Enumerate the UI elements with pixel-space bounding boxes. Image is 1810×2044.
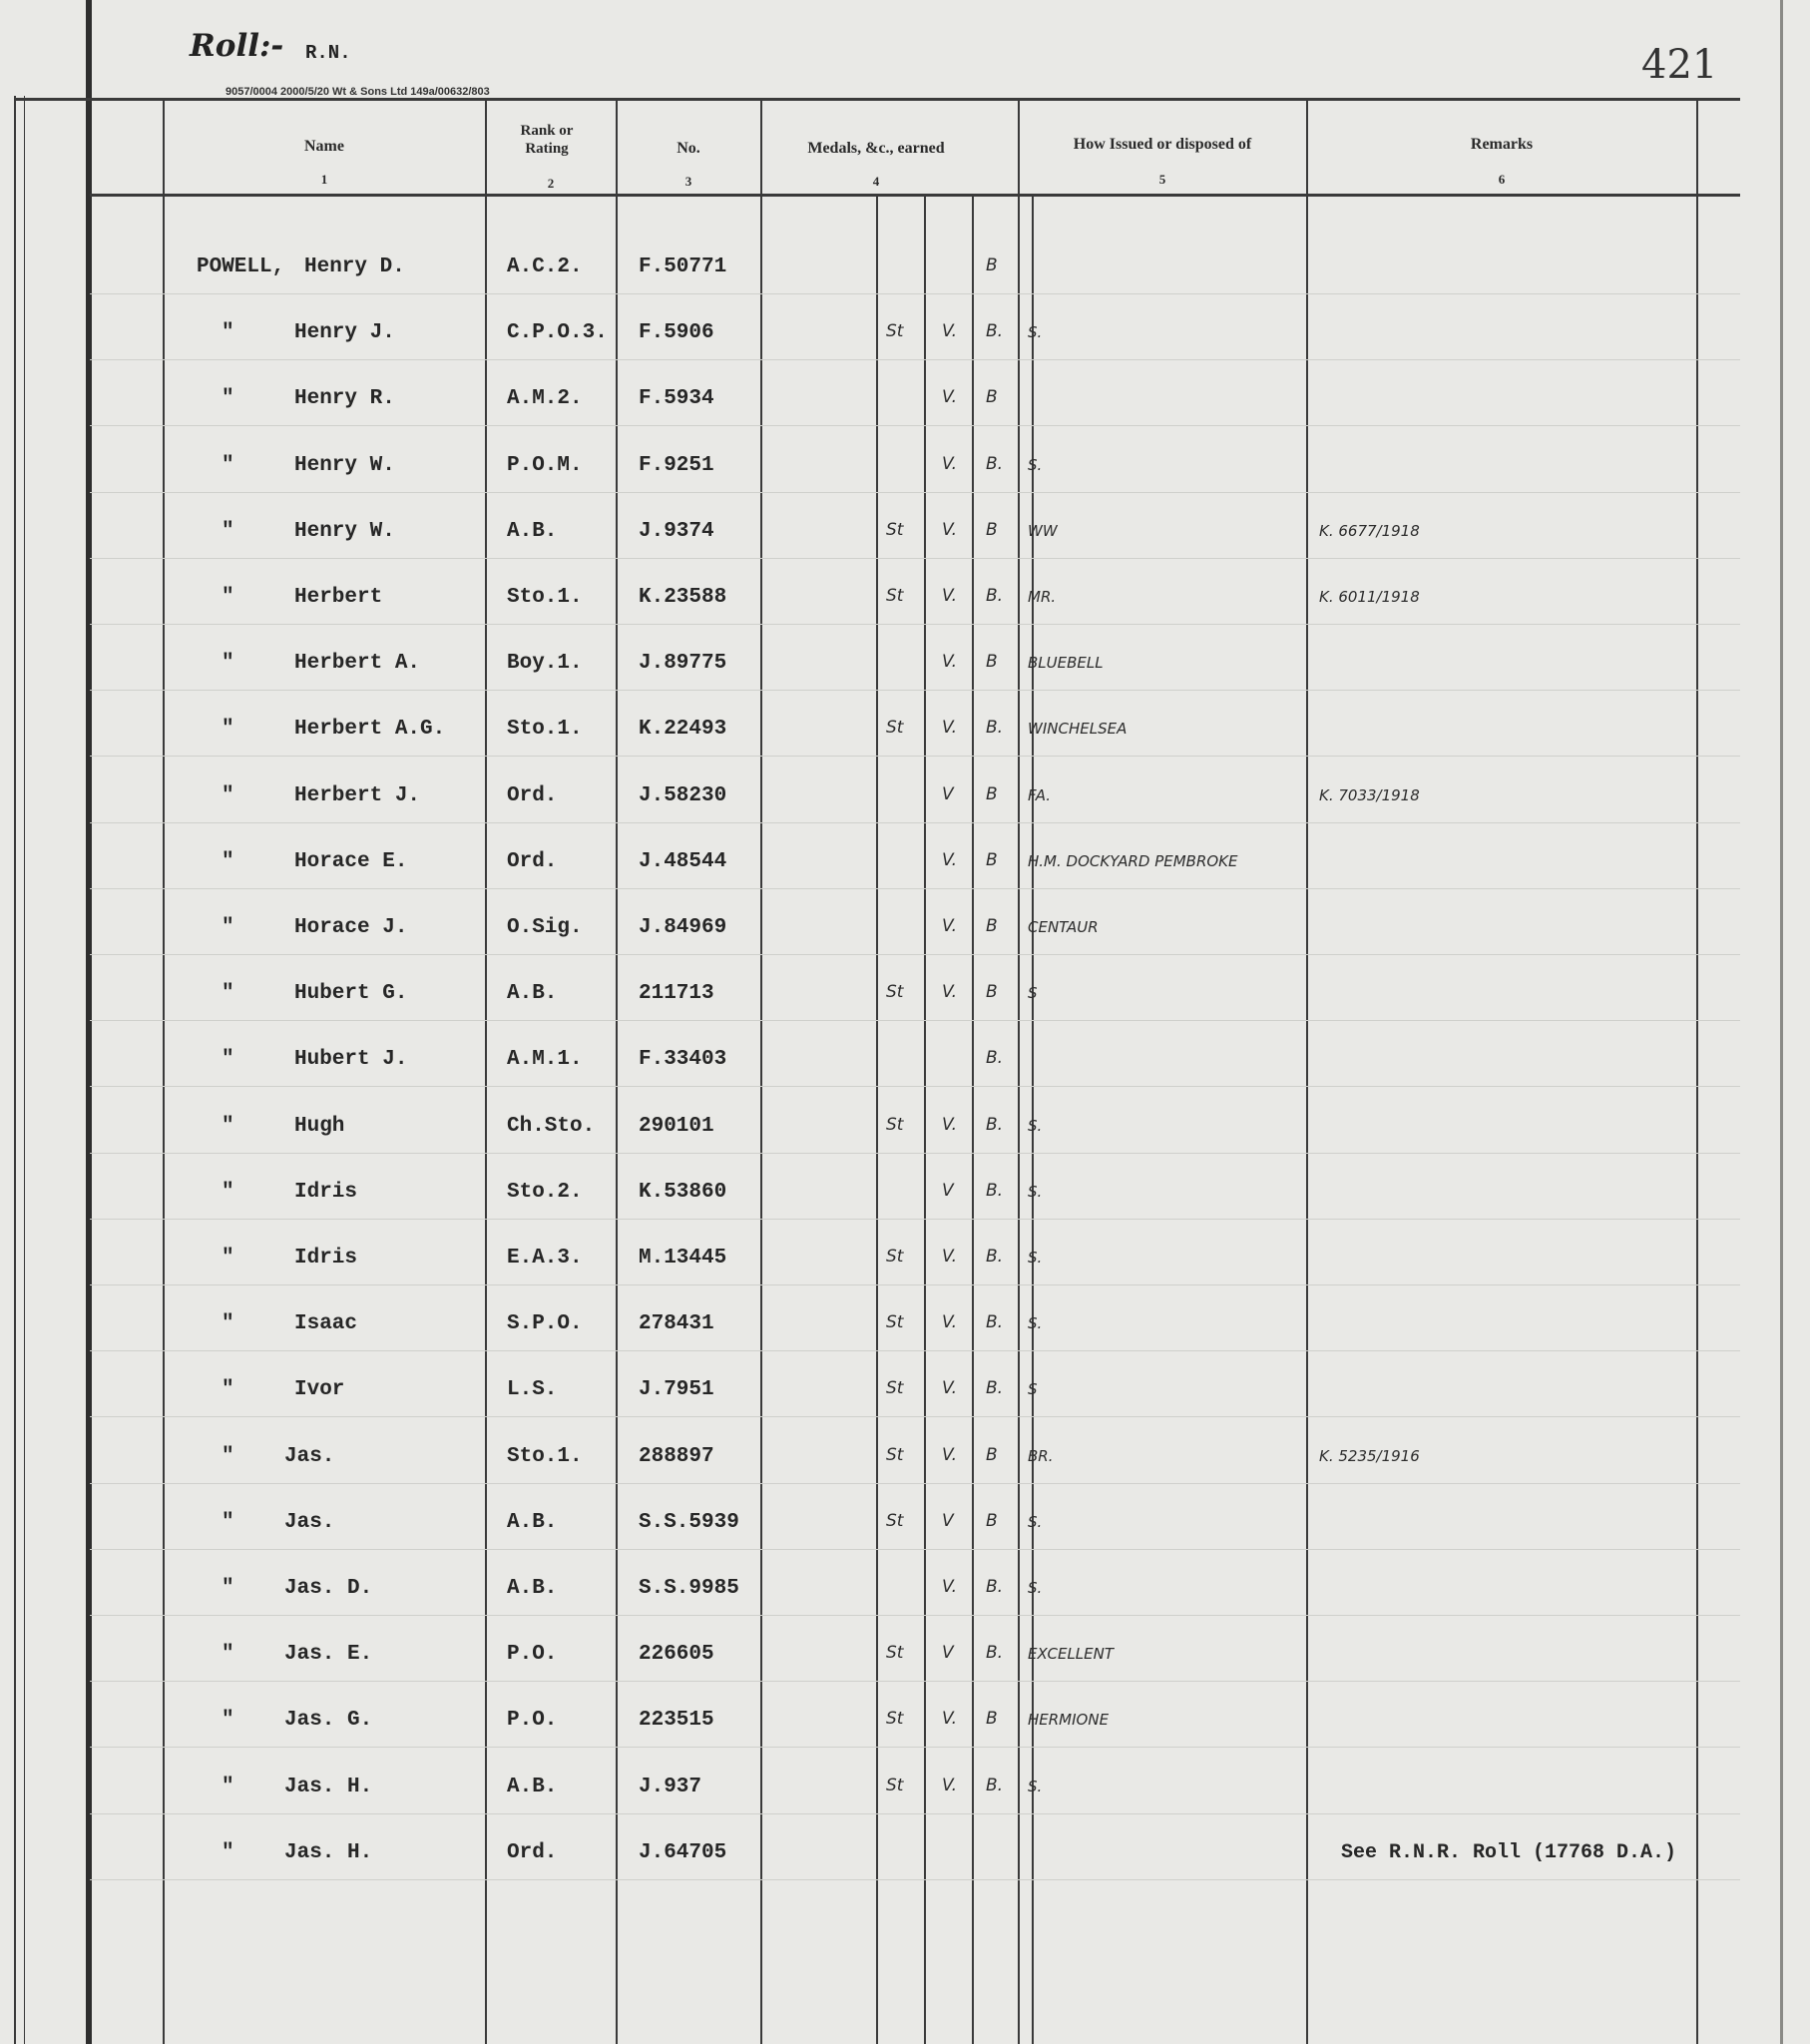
star-medal-mark: St: [886, 1643, 904, 1663]
rank-cell: Sto.1.: [507, 1445, 583, 1468]
service-number-cell: S.S.5939: [639, 1511, 739, 1534]
given-name-cell: Horace E.: [294, 850, 408, 873]
issued-cell: S.: [1028, 1579, 1043, 1597]
victory-medal-mark: V.: [942, 850, 958, 870]
surname-cell: ": [222, 1247, 234, 1270]
column-header-name: Name: [304, 138, 344, 155]
british-medal-mark: B.: [986, 718, 1004, 738]
header-bottom-rule: [90, 194, 1740, 197]
british-medal-mark: B.: [986, 1643, 1004, 1663]
victory-medal-mark: V.: [942, 520, 958, 540]
table-row: [0, 1115, 1810, 1155]
surname-cell: ": [222, 1048, 234, 1071]
british-medal-mark: B.: [986, 454, 1004, 474]
victory-medal-mark: V.: [942, 1577, 958, 1597]
surname-cell: ": [222, 1445, 234, 1468]
given-name-cell: Henry R.: [294, 387, 395, 410]
rank-cell: S.P.O.: [507, 1312, 583, 1335]
british-medal-mark: B.: [986, 1378, 1004, 1398]
surname-cell: POWELL,: [197, 256, 285, 278]
issued-cell: FA.: [1028, 786, 1052, 804]
given-name-cell: Jas.: [284, 1511, 335, 1534]
rank-cell: P.O.: [507, 1709, 558, 1732]
issued-cell: CENTAUR: [1028, 918, 1099, 936]
surname-cell: ": [222, 1709, 234, 1732]
column-header-medals: Medals, &c., earned: [807, 140, 945, 157]
service-number-cell: K.22493: [639, 718, 727, 741]
table-row: [0, 1577, 1810, 1617]
given-name-cell: Herbert: [294, 586, 383, 609]
given-name-cell: Jas. H.: [284, 1776, 373, 1798]
given-name-cell: Ivor: [294, 1378, 345, 1401]
issued-cell: HERMIONE: [1028, 1711, 1110, 1729]
table-row: [0, 1312, 1810, 1352]
surname-cell: ": [222, 1181, 234, 1204]
page-number: 421: [1641, 42, 1718, 88]
british-medal-mark: B: [986, 520, 998, 540]
service-number-cell: F.50771: [639, 256, 727, 278]
british-medal-mark: B.: [986, 1048, 1004, 1068]
column-number: 1: [320, 172, 328, 187]
star-medal-mark: St: [886, 520, 904, 540]
given-name-cell: Hubert G.: [294, 982, 408, 1005]
given-name-cell: Henry J.: [294, 321, 395, 344]
surname-cell: ": [222, 916, 234, 939]
rank-cell: O.Sig.: [507, 916, 583, 939]
given-name-cell: Jas. D.: [284, 1577, 373, 1600]
table-row: [0, 1643, 1810, 1683]
issued-cell: BR.: [1028, 1447, 1054, 1465]
issued-cell: S.: [1028, 1249, 1043, 1267]
british-medal-mark: B.: [986, 586, 1004, 606]
rank-cell: P.O.: [507, 1643, 558, 1666]
rank-cell: Ch.Sto.: [507, 1115, 596, 1138]
column-header-issued: How Issued or disposed of: [1073, 136, 1252, 153]
surname-cell: ": [222, 586, 234, 609]
victory-medal-mark: V: [942, 1643, 954, 1663]
table-row: [0, 1048, 1810, 1088]
roll-value: R.N.: [305, 42, 351, 64]
british-medal-mark: B: [986, 1511, 998, 1531]
star-medal-mark: St: [886, 1378, 904, 1398]
rank-cell: A.M.1.: [507, 1048, 583, 1071]
surname-cell: ": [222, 387, 234, 410]
table-row: [0, 718, 1810, 758]
british-medal-mark: B: [986, 387, 998, 407]
british-medal-mark: B.: [986, 1181, 1004, 1201]
issued-cell: WINCHELSEA: [1028, 720, 1128, 738]
victory-medal-mark: V.: [942, 916, 958, 936]
table-row: [0, 321, 1810, 361]
service-number-cell: J.58230: [639, 784, 727, 807]
issued-cell: S.: [1028, 456, 1043, 474]
service-number-cell: F.5934: [639, 387, 714, 410]
remarks-cell: K. 7033/1918: [1319, 786, 1420, 804]
surname-cell: ": [222, 850, 234, 873]
service-number-cell: J.48544: [639, 850, 727, 873]
issued-cell: MR.: [1028, 588, 1057, 606]
star-medal-mark: St: [886, 1247, 904, 1267]
remarks-cell: K. 6677/1918: [1319, 522, 1420, 540]
victory-medal-mark: V.: [942, 1247, 958, 1267]
service-number-cell: F.9251: [639, 454, 714, 477]
british-medal-mark: B.: [986, 321, 1004, 341]
star-medal-mark: St: [886, 718, 904, 738]
given-name-cell: Horace J.: [294, 916, 408, 939]
service-number-cell: 223515: [639, 1709, 714, 1732]
surname-cell: ": [222, 520, 234, 543]
rank-cell: Ord.: [507, 784, 558, 807]
rank-cell: A.B.: [507, 1776, 558, 1798]
table-row: [0, 982, 1810, 1022]
surname-cell: ": [222, 1378, 234, 1401]
column-header-number: No.: [677, 140, 700, 157]
given-name-cell: Jas. H.: [284, 1841, 373, 1864]
surname-cell: ": [222, 1511, 234, 1534]
issued-cell: S: [1028, 1380, 1038, 1398]
given-name-cell: Herbert A.G.: [294, 718, 446, 741]
victory-medal-mark: V.: [942, 652, 958, 672]
table-row: [0, 1445, 1810, 1485]
victory-medal-mark: V.: [942, 387, 958, 407]
surname-cell: ": [222, 1115, 234, 1138]
issued-cell: WW: [1028, 522, 1058, 540]
table-row: [0, 1511, 1810, 1551]
print-reference: 9057/0004 2000/5/20 Wt & Sons Ltd 149a/00632/803: [226, 86, 490, 98]
surname-cell: ": [222, 454, 234, 477]
victory-medal-mark: V.: [942, 454, 958, 474]
rank-cell: Sto.1.: [507, 586, 583, 609]
service-number-cell: J.84969: [639, 916, 727, 939]
star-medal-mark: St: [886, 1115, 904, 1135]
service-number-cell: 278431: [639, 1312, 714, 1335]
british-medal-mark: B.: [986, 1776, 1004, 1795]
given-name-cell: Hubert J.: [294, 1048, 408, 1071]
column-number: 3: [684, 174, 692, 189]
table-row: [0, 850, 1810, 890]
victory-medal-mark: V.: [942, 718, 958, 738]
column-header-rank: Rank or Rating: [520, 123, 574, 157]
victory-medal-mark: V.: [942, 1445, 958, 1465]
issued-cell: S.: [1028, 1513, 1043, 1531]
service-number-cell: K.53860: [639, 1181, 727, 1204]
british-medal-mark: B: [986, 916, 998, 936]
table-row: [0, 1181, 1810, 1221]
issued-cell: S.: [1028, 1314, 1043, 1332]
rank-cell: C.P.O.3.: [507, 321, 608, 344]
column-number: 5: [1158, 172, 1166, 187]
surname-cell: ": [222, 982, 234, 1005]
table-row: [0, 652, 1810, 692]
table-row: [0, 916, 1810, 956]
victory-medal-mark: V.: [942, 1115, 958, 1135]
column-number: 6: [1498, 172, 1506, 187]
british-medal-mark: B: [986, 652, 998, 672]
table-row: [0, 1841, 1810, 1881]
given-name-cell: Henry W.: [294, 520, 395, 543]
surname-cell: ": [222, 321, 234, 344]
star-medal-mark: St: [886, 982, 904, 1002]
service-number-cell: 288897: [639, 1445, 714, 1468]
star-medal-mark: St: [886, 1776, 904, 1795]
rank-cell: A.M.2.: [507, 387, 583, 410]
rank-cell: A.B.: [507, 520, 558, 543]
british-medal-mark: B.: [986, 1115, 1004, 1135]
service-number-cell: K.23588: [639, 586, 727, 609]
column-header-remarks: Remarks: [1470, 136, 1534, 153]
victory-medal-mark: V.: [942, 982, 958, 1002]
rank-cell: L.S.: [507, 1378, 558, 1401]
surname-cell: ": [222, 1776, 234, 1798]
table-row: [0, 586, 1810, 626]
given-name-cell: Idris: [294, 1181, 358, 1204]
service-number-cell: 226605: [639, 1643, 714, 1666]
surname-cell: ": [222, 784, 234, 807]
roll-label: Roll:-: [190, 28, 284, 64]
table-row: [0, 1378, 1810, 1418]
british-medal-mark: B: [986, 784, 998, 804]
given-name-cell: Jas. E.: [284, 1643, 373, 1666]
table-row: [0, 1776, 1810, 1815]
service-number-cell: J.9374: [639, 520, 714, 543]
given-name-cell: Jas.: [284, 1445, 335, 1468]
rank-cell: Boy.1.: [507, 652, 583, 675]
given-name-cell: Isaac: [294, 1312, 358, 1335]
table-row: [0, 454, 1810, 494]
victory-medal-mark: V.: [942, 1312, 958, 1332]
service-number-cell: J.937: [639, 1776, 702, 1798]
given-name-cell: Henry D.: [304, 256, 405, 278]
service-number-cell: F.5906: [639, 321, 714, 344]
star-medal-mark: St: [886, 1511, 904, 1531]
victory-medal-mark: V.: [942, 586, 958, 606]
service-number-cell: 211713: [639, 982, 714, 1005]
star-medal-mark: St: [886, 1709, 904, 1729]
given-name-cell: Hugh: [294, 1115, 345, 1138]
british-medal-mark: B.: [986, 1247, 1004, 1267]
surname-cell: ": [222, 718, 234, 741]
service-number-cell: J.64705: [639, 1841, 727, 1864]
british-medal-mark: B: [986, 256, 998, 275]
rank-cell: A.B.: [507, 982, 558, 1005]
british-medal-mark: B: [986, 1445, 998, 1465]
victory-medal-mark: V: [942, 784, 954, 804]
given-name-cell: Herbert A.: [294, 652, 421, 675]
rank-cell: Ord.: [507, 850, 558, 873]
british-medal-mark: B: [986, 982, 998, 1002]
issued-cell: S.: [1028, 1117, 1043, 1135]
service-number-cell: 290101: [639, 1115, 714, 1138]
star-medal-mark: St: [886, 321, 904, 341]
column-number: 2: [547, 176, 555, 191]
star-medal-mark: St: [886, 1445, 904, 1465]
table-row: [0, 1247, 1810, 1286]
surname-cell: ": [222, 1577, 234, 1600]
column-number: 4: [872, 174, 880, 189]
header-top-rule: [14, 98, 1740, 101]
surname-cell: ": [222, 1312, 234, 1335]
remarks-cell: K. 5235/1916: [1319, 1447, 1420, 1465]
issued-cell: H.M. DOCKYARD PEMBROKE: [1028, 852, 1238, 870]
remarks-cell: K. 6011/1918: [1319, 588, 1420, 606]
given-name-cell: Herbert J.: [294, 784, 421, 807]
surname-cell: ": [222, 1841, 234, 1864]
rank-cell: Sto.2.: [507, 1181, 583, 1204]
issued-cell: S.: [1028, 1183, 1043, 1201]
table-row: [0, 387, 1810, 427]
given-name-cell: Jas. G.: [284, 1709, 373, 1732]
rank-cell: A.B.: [507, 1511, 558, 1534]
issued-cell: EXCELLENT: [1028, 1645, 1115, 1663]
victory-medal-mark: V.: [942, 321, 958, 341]
victory-medal-mark: V: [942, 1511, 954, 1531]
table-row: [0, 1709, 1810, 1749]
service-number-cell: F.33403: [639, 1048, 727, 1071]
surname-cell: ": [222, 1643, 234, 1666]
victory-medal-mark: V.: [942, 1709, 958, 1729]
british-medal-mark: B.: [986, 1312, 1004, 1332]
british-medal-mark: B: [986, 1709, 998, 1729]
victory-medal-mark: V.: [942, 1378, 958, 1398]
issued-cell: S.: [1028, 323, 1043, 341]
victory-medal-mark: V.: [942, 1776, 958, 1795]
service-number-cell: J.89775: [639, 652, 727, 675]
star-medal-mark: St: [886, 586, 904, 606]
rank-cell: P.O.M.: [507, 454, 583, 477]
table-row: [0, 520, 1810, 560]
british-medal-mark: B: [986, 850, 998, 870]
table-row: [0, 784, 1810, 824]
table-row: [0, 256, 1810, 295]
remarks-cell: See R.N.R. Roll (17768 D.A.): [1341, 1841, 1677, 1864]
service-number-cell: S.S.9985: [639, 1577, 739, 1600]
issued-cell: BLUEBELL: [1028, 654, 1104, 672]
victory-medal-mark: V: [942, 1181, 954, 1201]
surname-cell: ": [222, 652, 234, 675]
issued-cell: S: [1028, 984, 1038, 1002]
service-number-cell: J.7951: [639, 1378, 714, 1401]
british-medal-mark: B.: [986, 1577, 1004, 1597]
given-name-cell: Henry W.: [294, 454, 395, 477]
rank-cell: Sto.1.: [507, 718, 583, 741]
issued-cell: S.: [1028, 1778, 1043, 1795]
service-number-cell: M.13445: [639, 1247, 727, 1270]
rank-cell: A.C.2.: [507, 256, 583, 278]
given-name-cell: Idris: [294, 1247, 358, 1270]
star-medal-mark: St: [886, 1312, 904, 1332]
rank-cell: Ord.: [507, 1841, 558, 1864]
rank-cell: E.A.3.: [507, 1247, 583, 1270]
rank-cell: A.B.: [507, 1577, 558, 1600]
